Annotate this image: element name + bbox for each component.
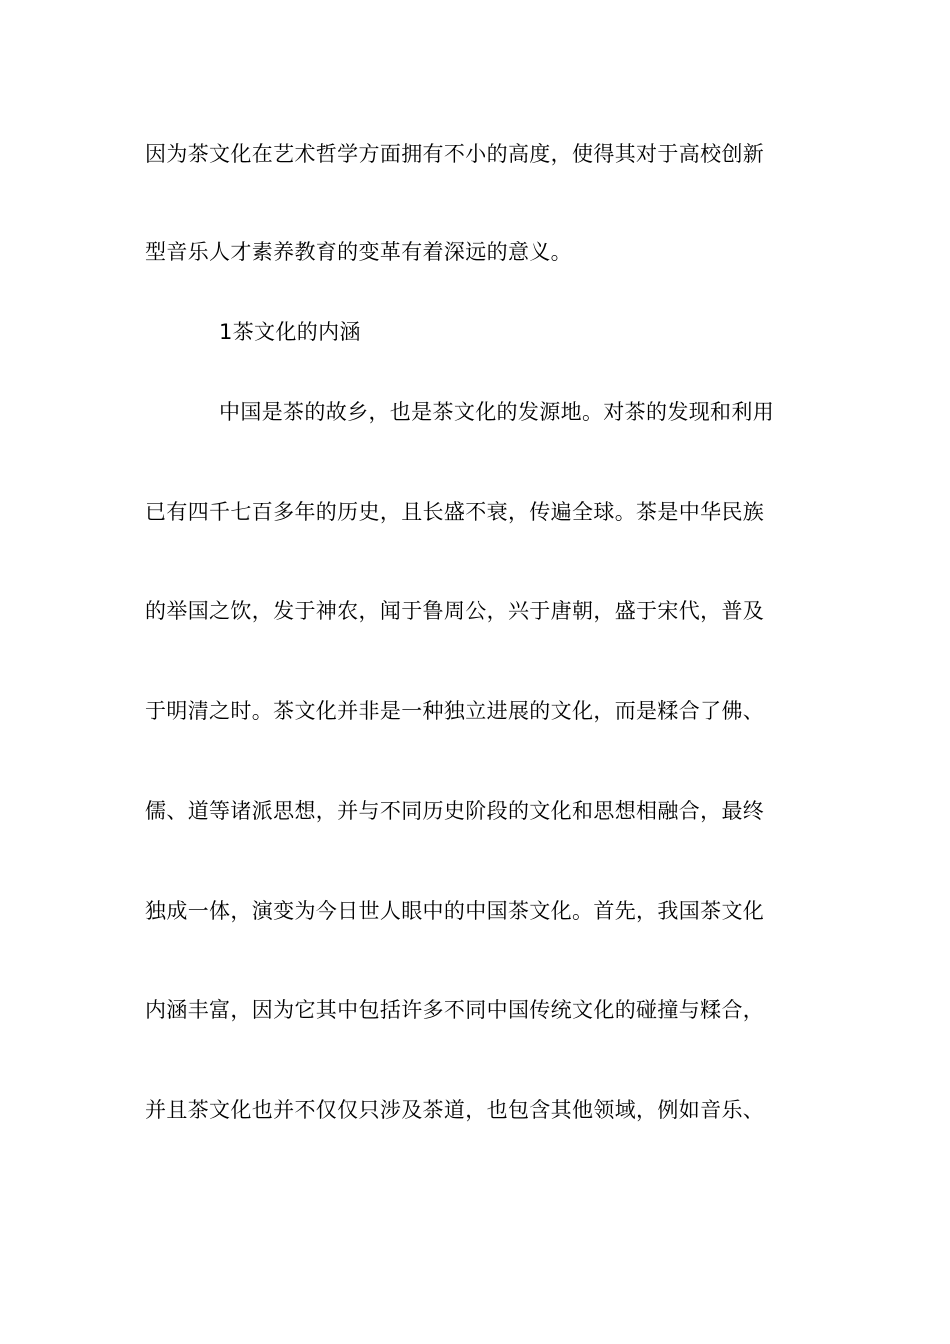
paragraph-intro-line-2: 型音乐人才素养教育的变革有着深远的意义。 [145,240,572,264]
paragraph-intro-line-1: 因为茶文化在艺术哲学方面拥有不小的高度，使得其对于高校创新 [145,142,765,166]
paragraph-body-line-2: 已有四千七百多年的历史，且长盛不衰，传遍全球。茶是中华民族 [145,500,765,524]
paragraph-body-line-8: 并且茶文化也并不仅仅只涉及茶道，也包含其他领域，例如音乐、 [145,1098,765,1122]
paragraph-body-line-7: 内涵丰富，因为它其中包括许多不同中国传统文化的碰撞与糅合， [145,998,765,1022]
paragraph-body-line-6: 独成一体，演变为今日世人眼中的中国茶文化。首先，我国茶文化 [145,899,765,923]
paragraph-body-line-4: 于明清之时。茶文化并非是一种独立进展的文化，而是糅合了佛、 [145,699,765,723]
section-heading: 1茶文化的内涵 [219,320,361,344]
paragraph-body-line-3: 的举国之饮，发于神农，闻于鲁周公，兴于唐朝，盛于宋代，普及 [145,599,765,623]
paragraph-body-line-1: 中国是茶的故乡，也是茶文化的发源地。对茶的发现和利用 [219,400,775,424]
paragraph-body-line-5: 儒、道等诸派思想，并与不同历史阶段的文化和思想相融合，最终 [145,799,765,823]
